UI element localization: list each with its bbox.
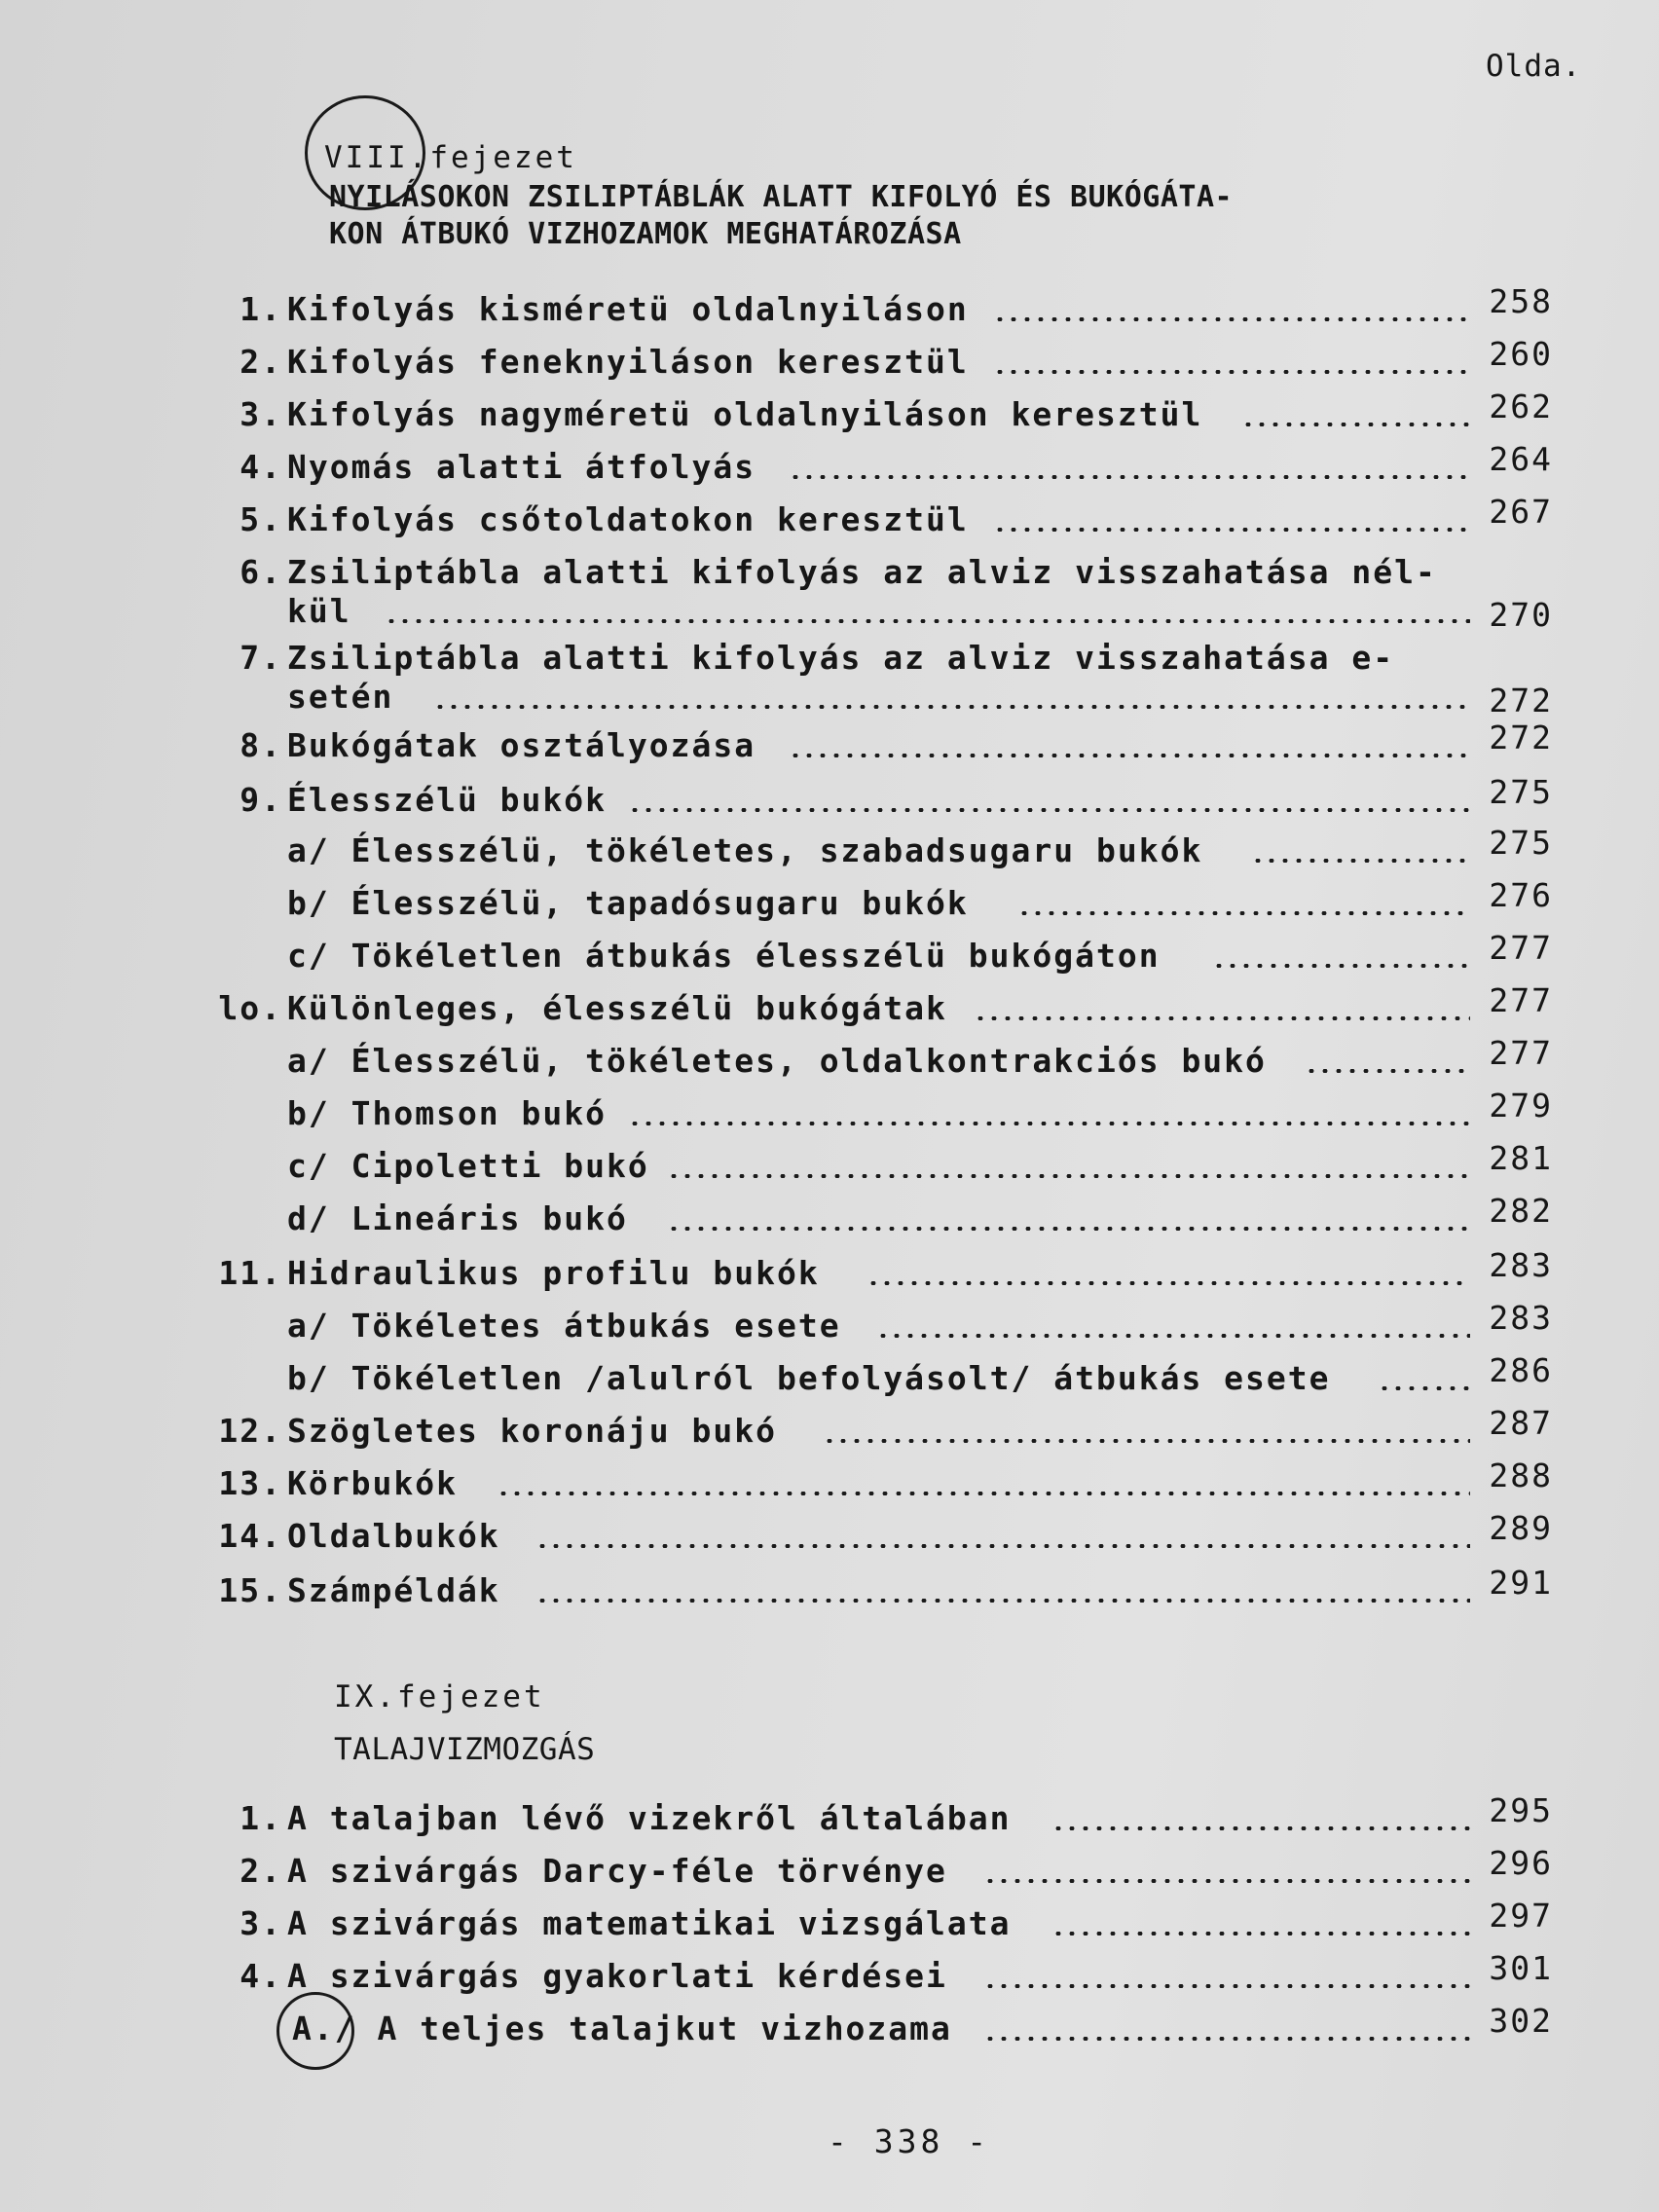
toc-entry-title: Kifolyás nagyméretü oldalnyiláson keresztül [287,395,1203,433]
leader-dots [1212,964,1470,968]
toc-entry [195,1949,1553,2006]
toc-entry-page: 262 [1489,387,1553,425]
toc-entry [195,2002,1553,2058]
page-number-footer: - 338 - [828,2122,991,2160]
toc-entry-page: 277 [1489,1034,1553,1072]
toc-entry-title: Különleges, élesszélü bukógátak [287,989,947,1027]
toc-entry-page: 275 [1489,773,1553,811]
toc-entry-title: Zsiliptábla alatti kifolyás az alviz visszahatása e- [287,639,1395,677]
toc-entry-title: Oldalbukók [287,1517,500,1555]
toc-entry-number: 15. [218,1571,282,1609]
toc-entry-page: 260 [1489,335,1553,373]
toc-entry [195,876,1553,933]
toc-entry-number: 1. [240,1799,282,1837]
leader-dots [876,1334,1470,1338]
leader-dots [993,317,1470,321]
toc-entry-title: Élesszélü bukók [287,781,608,819]
toc-entry-title: Kifolyás csőtoldatokon keresztül [287,500,969,538]
toc-entry-page: 272 [1489,682,1553,719]
toc-entry [195,1456,1553,1513]
toc-entry-page: 283 [1489,1246,1553,1284]
toc-entry-title: Zsiliptábla alatti kifolyás az alviz visszahatása nél- [287,553,1437,591]
toc-entry-number: 3. [240,1904,282,1942]
toc-entry-page: 264 [1489,440,1553,478]
leader-dots [535,1599,1470,1603]
toc-entry-title: Bukógátak osztályozása [287,726,756,764]
leader-dots [1241,423,1470,426]
leader-dots [974,1016,1470,1020]
leader-dots [667,1227,1470,1231]
toc-entry [195,1087,1553,1143]
toc-entry-page: 277 [1489,981,1553,1019]
toc-entry-page: 258 [1489,282,1553,320]
toc-entry [195,1299,1553,1355]
toc-entry [195,929,1553,985]
toc-entry-title-continued: kül [287,592,351,630]
toc-entry-title: d/ Lineáris bukó [287,1199,628,1237]
toc-entry [195,1844,1553,1900]
toc-entry-title: A szivárgás matematikai vizsgálata [287,1904,1012,1942]
toc-entry-page: 302 [1489,2002,1553,2040]
toc-entry [195,1897,1553,1953]
toc-entry-title: Körbukók [287,1464,458,1502]
chapter-8-title-line-2: KON ÁTBUKÓ VIZHOZAMOK MEGHATÁROZÁSA [329,217,962,251]
toc-entry-number: 1. [240,290,282,328]
toc-entry-title: Nyomás alatti átfolyás [287,448,756,486]
toc-entry-title: b/ Thomson bukó [287,1094,608,1132]
toc-entry-page: 296 [1489,1844,1553,1882]
chapter-9-title: TALAJVIZMOZGÁS [334,1732,596,1767]
toc-entry [195,1034,1553,1090]
toc-entry [195,1509,1553,1566]
toc-entry-number: 4. [240,1957,282,1995]
chapter-9-label: IX.fejezet [334,1679,545,1714]
toc-entry-page: 295 [1489,1791,1553,1829]
toc-entry-page: 279 [1489,1087,1553,1124]
toc-entry-page: 301 [1489,1949,1553,1987]
toc-entry-title: Számpéldák [287,1571,500,1609]
leader-dots [983,1879,1470,1883]
toc-entry-page: 272 [1489,719,1553,756]
toc-entry [195,1139,1553,1196]
toc-entry [195,493,1553,549]
toc-entry-title: a/ Tökéletes átbukás esete [287,1307,841,1345]
toc-entry [195,773,1553,830]
toc-entry-number: 5. [240,500,282,538]
toc-entry [195,824,1553,880]
page-column-header: Olda. [1486,49,1582,84]
toc-entry-page: 276 [1489,876,1553,914]
toc-entry-title: c/ Tökéletlen átbukás élesszélü bukógáton [287,937,1161,975]
leader-dots [823,1439,1470,1443]
leader-dots [789,475,1470,479]
toc-entry [195,1351,1553,1408]
toc-entry-page: 287 [1489,1404,1553,1442]
toc-entry-title: Kifolyás kisméretü oldalnyiláson [287,290,969,328]
leader-dots [1305,1069,1470,1073]
toc-entry-number: 14. [218,1517,282,1555]
toc-entry [195,1564,1553,1620]
toc-entry-page: 281 [1489,1139,1553,1177]
leader-dots [1378,1386,1470,1390]
leader-dots [535,1544,1470,1548]
toc-entry-title: b/ Tökéletlen /alulról befolyásolt/ átbukás esete [287,1359,1331,1397]
leader-dots [1251,859,1470,863]
toc-entry-title: c/ Cipoletti bukó [287,1147,649,1185]
leader-dots [866,1281,1470,1285]
toc-entry-number: 12. [218,1412,282,1450]
toc-entry-page: 267 [1489,493,1553,531]
toc-entry [195,282,1553,339]
toc-entry-page: 270 [1489,596,1553,634]
chapter-8-label: VIII.fejezet [324,140,577,175]
toc-entry-number: lo. [218,989,282,1027]
toc-entry [195,1246,1553,1303]
toc-entry-title: b/ Élesszélü, tapadósugaru bukók [287,884,969,922]
toc-entry-number: 11. [218,1254,282,1292]
toc-entry-number: 6. [240,553,282,591]
toc-entry [195,1791,1553,1848]
toc-entry-number: 13. [218,1464,282,1502]
toc-entry-title: a/ Élesszélü, tökéletes, szabadsugaru bukók [287,831,1203,869]
leader-dots [433,705,1470,709]
leader-dots [789,754,1470,757]
leader-dots [497,1492,1470,1495]
leader-dots [628,808,1470,812]
leader-dots [1051,1826,1470,1830]
toc-entry-page: 283 [1489,1299,1553,1337]
toc-entry-page: 289 [1489,1509,1553,1547]
toc-entry [195,639,1553,726]
toc-entry-title: A talajban lévő vizekről általában [287,1799,1012,1837]
toc-entry [195,1192,1553,1248]
toc-entry-page: 291 [1489,1564,1553,1602]
toc-entry-page: 286 [1489,1351,1553,1389]
toc-entry [195,440,1553,497]
toc-entry-title: A szivárgás gyakorlati kérdései [287,1957,947,1995]
toc-entry-title-continued: setén [287,678,394,716]
leader-dots [993,528,1470,532]
toc-entry [195,335,1553,391]
toc-entry [195,553,1553,641]
toc-entry-title: Kifolyás feneknyiláson keresztül [287,343,969,381]
leader-dots [983,1984,1470,1988]
leader-dots [983,2037,1470,2041]
toc-entry-title: A szivárgás Darcy-féle törvénye [287,1852,947,1890]
leader-dots [667,1174,1470,1178]
toc-entry-number: 8. [240,726,282,764]
leader-dots [1017,911,1470,915]
toc-entry [195,719,1553,775]
toc-entry-number: 7. [240,639,282,677]
leader-dots [385,619,1470,623]
toc-entry-number: 9. [240,781,282,819]
chapter-8-title-line-1: NYILÁSOKON ZSILIPTÁBLÁK ALATT KIFOLYÓ ÉS BUKÓGÁTA- [329,180,1234,214]
toc-entry-page: 277 [1489,929,1553,967]
toc-entry-number: 2. [240,343,282,381]
toc-entry-title: A./ A teljes talajkut vizhozama [292,2009,952,2047]
toc-entry-page: 275 [1489,824,1553,862]
toc-entry-title: Hidraulikus profilu bukók [287,1254,820,1292]
toc-entry-page: 282 [1489,1192,1553,1230]
toc-entry-number: 2. [240,1852,282,1890]
toc-entry-number: 3. [240,395,282,433]
toc-entry-title: Szögletes koronáju bukó [287,1412,777,1450]
toc-entry-page: 288 [1489,1456,1553,1494]
toc-entry-number: 4. [240,448,282,486]
leader-dots [628,1122,1470,1125]
toc-entry [195,387,1553,444]
leader-dots [993,370,1470,374]
toc-entry-title: a/ Élesszélü, tökéletes, oldalkontrakciós bukó [287,1042,1267,1080]
toc-entry [195,1404,1553,1460]
toc-entry-page: 297 [1489,1897,1553,1935]
toc-entry [195,981,1553,1038]
leader-dots [1051,1932,1470,1936]
